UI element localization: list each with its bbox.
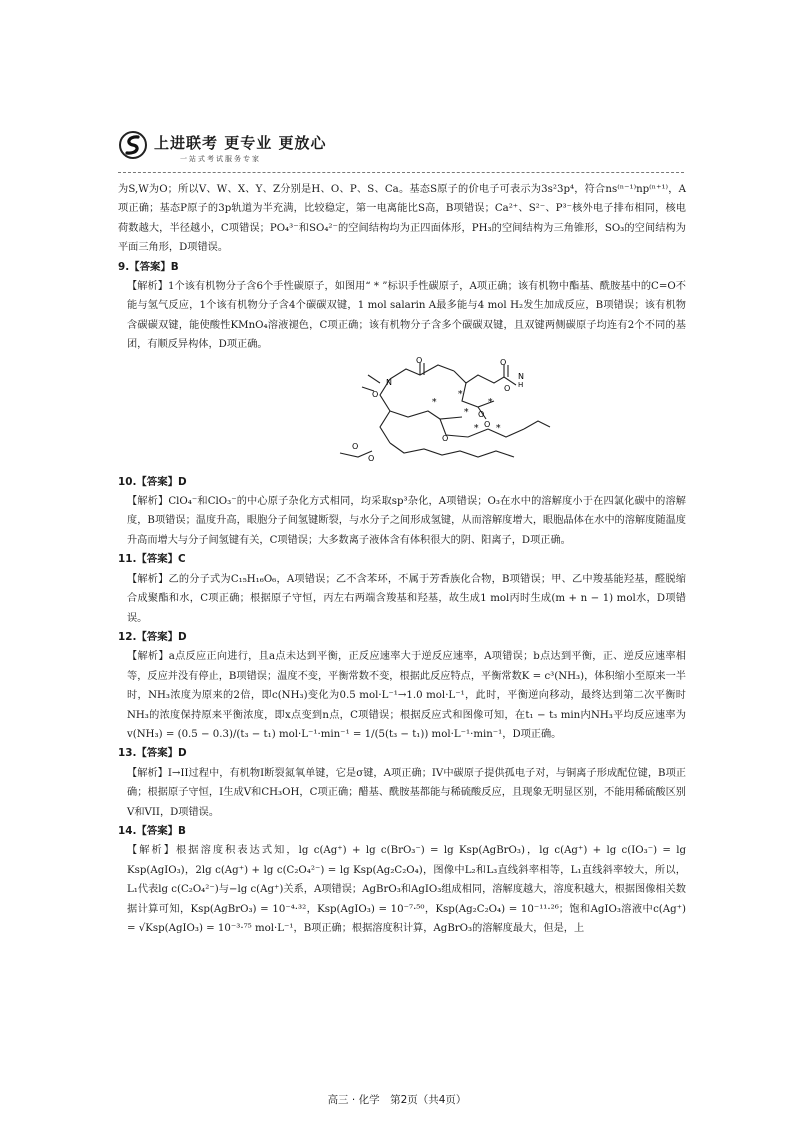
- atom-label-o4: O: [500, 357, 507, 367]
- atom-label-o9: O: [352, 441, 359, 451]
- chiral-mark-3: *: [464, 407, 469, 418]
- q10-analysis: 【解析】ClO₄⁻和ClO₃⁻的中心原子杂化方式相同，均采取sp³杂化，A项错误；O₃在水中的溶解度小于在四氯化碳中的溶解度，B项错误；温度升高，眼胞分子间氢键断裂，与水分子之间形成氢键，从而溶解度增大，眼胞晶体在水中的溶解度随温度升高而增大与分子间氢键有关，C项错误；大多数离子液体含有体积很大的阴、阳离子，D项正确。: [127, 496, 686, 546]
- q14-answer: 14.【答案】B: [118, 824, 186, 837]
- q12-analysis: 【解析】a点反应正向进行，且a点未达到平衡，正反应速率大于逆反应速率，A项错误；b点达到平衡，正、逆反应速率相等，反应并没有停止，B项错误；温度不变，平衡常数不变，根据此反应特点，平衡常数K = c³(NH₃)，体积缩小至原来一半时，NH₃浓度为原来的2倍，即c(NH₃)变化为0.5 mol·L⁻¹→1.0 mol·L⁻¹，此时，平衡逆向移动，最终达到第二次平衡时NH₃的浓度保持原来平衡浓度，即x点变到n点，C项错误；根据反应式和图像可知，在t₁ − t₃ min内NH₃平均反应速率为v(NH₃) = (0.5 − 0.3)/(t₃ − t₁) mol·L⁻¹·min⁻¹ = 1/(5(t₃ − t₁)) mol·L⁻¹·min⁻¹，D项正确。: [127, 651, 686, 740]
- q8-analysis-continued: 为S,W为O；所以V、W、X、Y、Z分别是H、O、P、S、Ca。基态S原子的价电子可表示为3s²3p⁴，符合ns⁽ⁿ⁻¹⁾np⁽ⁿ⁺¹⁾，A项正确；基态P原子的3p轨道为半充满，比较稳定，第一电离能比S高，B项错误；Ca²⁺、S²⁻、P³⁻核外电子排布相同，核电荷数越大，半径越小，C项错误；PO₄³⁻和SO₄²⁻的空间结构均为正四面体形，PH₃的空间结构为三角锥形，SO₃的空间结构为平面三角形，D项错误。: [118, 184, 686, 254]
- brand-logo-icon: [118, 130, 148, 160]
- atom-label-h: H: [518, 380, 524, 389]
- q14-analysis: 【解析】根据溶度积表达式知，lg c(Ag⁺) + lg c(BrO₃⁻) = lg Ksp(AgBrO₃)，lg c(Ag⁺) + lg c(IO₃⁻) = lg Ksp(AgIO₃)，2lg c(Ag⁺) + lg c(C₂O₄²⁻) = lg Ksp(Ag₂C₂O₄)，图像中L₂和L₃直线斜率相等，L₁直线斜率较大，所以，L₁代表lg c(C₂O₄²⁻)与−lg c(Ag⁺)关系，A项错误；AgBrO₃和AgIO₃组成相同，溶解度越大，溶度积越大，根据图像相关数据计算可知，Ksp(AgBrO₃) = 10⁻⁴·³²，Ksp(AgIO₃) = 10⁻⁷·⁵⁰，Ksp(Ag₂C₂O₄) = 10⁻¹¹·²⁶；饱和AgIO₃溶液中c(Ag⁺) = √Ksp(AgIO₃) = 10⁻³·⁷⁵ mol·L⁻¹，B项正确；根据溶度积计算，AgBrO₃的溶解度最大，但是，上: [127, 845, 686, 934]
- page-header: [118, 130, 678, 176]
- q13-answer: 13.【答案】D: [118, 747, 187, 760]
- atom-label-n2: N: [518, 371, 524, 381]
- atom-label-o2: O: [478, 409, 485, 419]
- brand-slogan: 上进联考 更专业 更放心: [154, 134, 327, 152]
- atom-label-o1: O: [372, 389, 379, 399]
- chiral-mark-4: *: [488, 397, 493, 408]
- q9-analysis: 【解析】1个该有机物分子含6个手性碳原子，如图用“ * ”标识手性碳原子，A项正确；该有机物中酯基、酰胺基中的C=O不能与氢气反应，1个该有机物分子含4个碳碳双键，1 mol salarin A最多能与4 mol H₂发生加成反应，B项错误；该有机物含碳碳双键，能使酸性KMnO₄溶液褪色，C项正确；该有机物分子含多个碳碳双键，且双键两侧碳原子均连有2个不同的基团，有顺反异构体，D项正确。: [127, 281, 686, 351]
- q9-answer: 9.【答案】B: [118, 260, 179, 273]
- atom-label-o8: O: [368, 453, 375, 463]
- atom-label-n1: N: [386, 377, 392, 387]
- q13-analysis: 【解析】I→II过程中，有机物I断裂氮氧单键，它是σ键，A项正确；IV中碳原子提供孤电子对，与铜离子形成配位键，B项正确；根据原子守恒，I生成V和CH₃OH，C项正确；醋基、酰胺基都能与稀硫酸反应，且现象无明显区别，不能用稀硫酸区别V和VII，D项错误。: [127, 767, 686, 818]
- answer-content: [118, 180, 686, 938]
- chiral-mark-5: *: [474, 423, 479, 434]
- atom-label-o7: O: [484, 419, 491, 429]
- header-divider: [118, 172, 684, 173]
- q12-answer: 12.【答案】D: [118, 630, 187, 643]
- page-footer: 高三 · 化学 第2页（共4页）: [327, 1094, 467, 1106]
- chiral-mark-6: *: [496, 423, 501, 434]
- q11-answer: 11.【答案】C: [118, 553, 186, 566]
- chiral-mark-2: *: [458, 389, 463, 400]
- atom-label-o5: O: [416, 356, 423, 365]
- q11-analysis: 【解析】乙的分子式为C₁₅H₁₆O₆，A项错误；乙不含苯环，不属于芳香族化合物，B项错误；甲、乙中羧基能羟基，醛脱缩合成聚酯和水，C项正确；根据原子守恒，丙左右两端含羧基和羟基，故生成1 mol丙时生成(m + n − 1) mol水，D项错误。: [127, 573, 686, 624]
- chiral-mark-1: *: [432, 397, 437, 408]
- brand-tagline: 一站式考试服务专家: [180, 155, 261, 163]
- q10-answer: 10.【答案】D: [118, 475, 187, 488]
- atom-label-o6: O: [442, 433, 449, 443]
- molecule-figure: [118, 357, 686, 469]
- salarin-a-structure: [328, 357, 558, 469]
- atom-label-o3: O: [504, 383, 511, 393]
